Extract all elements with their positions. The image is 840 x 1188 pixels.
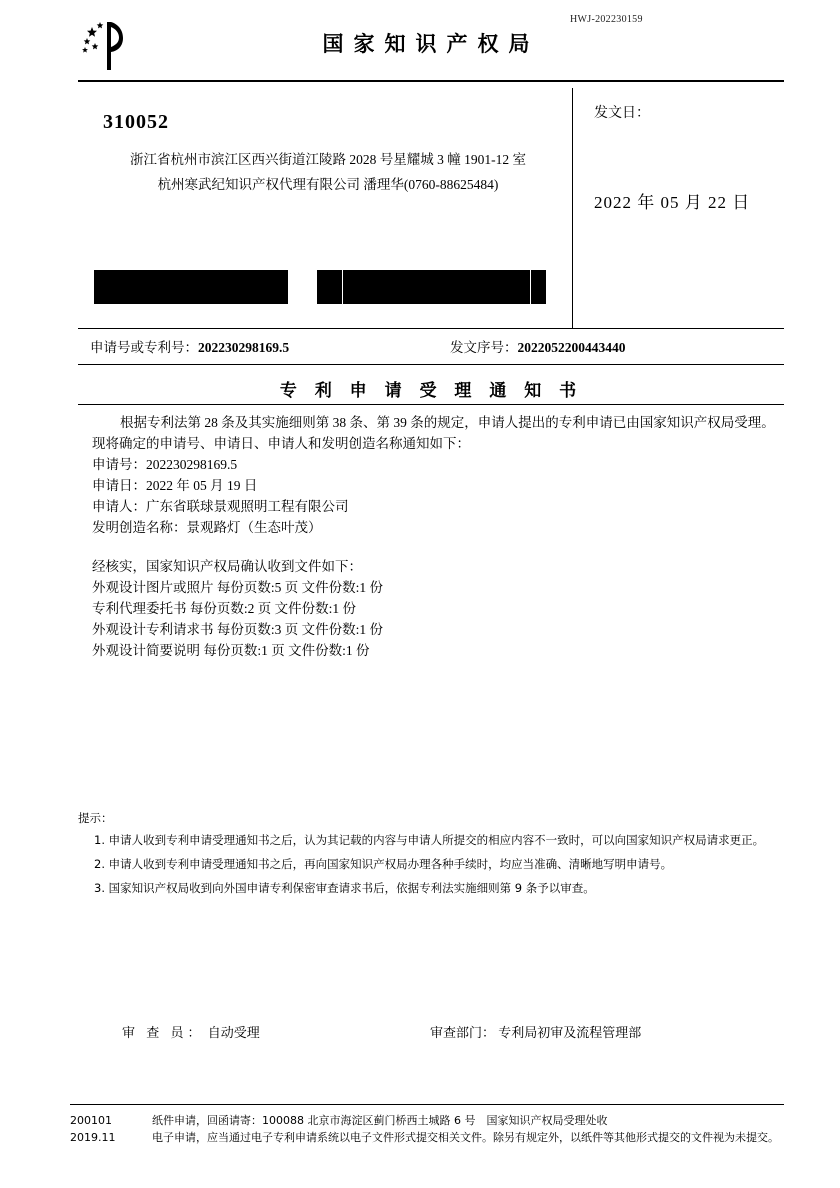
application-barcode [92, 270, 290, 304]
body-document-item: 专利代理委托书 每份页数:2 页 文件份数:1 份 [92, 601, 357, 616]
note-item: 3. 国家知识产权局收到向外国申请专利保密审查请求书后，依据专利法实施细则第 9 条予以审查。 [94, 881, 595, 895]
application-number-value: 202230298169.5 [198, 340, 290, 355]
document-code: HWJ-202230159 [570, 14, 643, 25]
footer-line-2: 电子申请，应当通过电子专利申请系统以电子文件形式提交相关文件。除另有规定外，以纸件等其他形式提交的文件视为未提交。 [152, 1131, 779, 1144]
title-divider [78, 404, 784, 405]
organization-title: 国家知识产权局 [322, 32, 540, 56]
department-value: 专利局初审及流程管理部 [498, 1025, 642, 1040]
body-invention-name: 发明创造名称：景观路灯（生态叶茂） [92, 520, 322, 535]
application-number-label: 申请号或专利号： [90, 340, 198, 355]
application-row [78, 336, 784, 362]
footer-codes [70, 1112, 140, 1146]
footer-text [152, 1112, 782, 1146]
dispatch-number-label: 发文序号： [450, 340, 518, 355]
body-content [92, 412, 782, 661]
address-line-2: 杭州寒武纪知识产权代理有限公司 潘理华(0760-88625484) [157, 177, 499, 192]
issue-date-value: 2022 年 05 月 22 日 [594, 193, 751, 212]
zipcode: 310052 [103, 111, 169, 133]
dispatch-number [450, 336, 626, 356]
body-document-item: 外观设计专利请求书 每份页数:3 页 文件份数:1 份 [92, 622, 384, 637]
body-applicant: 申请人：广东省联球景观照明工程有限公司 [92, 499, 349, 514]
notes-title: 提示： [78, 811, 113, 825]
footer-divider [70, 1104, 784, 1105]
body-confirm-intro: 经核实，国家知识产权局确认收到文件如下： [92, 559, 362, 574]
vertical-divider [572, 88, 573, 328]
footer-code-1: 200101 [70, 1114, 112, 1127]
note-item: 2. 申请人收到专利申请受理通知书之后，再向国家知识产权局办理各种手续时，均应当准确、清晰地写明申请号。 [94, 857, 673, 871]
body-application-date: 申请日：2022 年 05 月 19 日 [92, 478, 258, 493]
notes-section [78, 808, 784, 902]
issue-date-label: 发文日： [594, 106, 650, 121]
footer-line-1: 纸件申请，回函请寄：100088 北京市海淀区蓟门桥西土城路 6 号 国家知识产权局受理处收 [152, 1114, 608, 1127]
department-field [430, 1022, 641, 1041]
dispatch-number-value: 2022052200443440 [517, 340, 626, 355]
address-date-block [78, 88, 784, 328]
header-divider [78, 80, 784, 82]
department-label: 审查部门： [430, 1025, 496, 1040]
examiner-field [122, 1022, 260, 1041]
address-line-1: 浙江省杭州市滨江区西兴街道江陵路 2028 号星耀城 3 幢 1901-12 室 [130, 152, 526, 167]
body-paragraph-1: 根据专利法第 28 条及其实施细则第 38 条、第 39 条的规定，申请人提出的专利申请已由国家知识产权局受理。现将确定的申请号、申请日、申请人和发明创造名称通知如下： [92, 415, 775, 451]
footer-code-2: 2019.11 [70, 1131, 116, 1144]
page-title: 专 利 申 请 受 理 通 知 书 [279, 381, 583, 401]
application-row-divider-bottom [78, 364, 784, 365]
document-header [78, 18, 784, 74]
examiner-value: 自动受理 [207, 1025, 260, 1040]
body-application-number: 申请号：202230298169.5 [92, 457, 238, 472]
note-item: 1. 申请人收到专利申请受理通知书之后，认为其记载的内容与申请人所提交的相应内容不一致时，可以向国家知识产权局请求更正。 [94, 833, 765, 847]
application-number [90, 336, 289, 356]
body-document-item: 外观设计简要说明 每份页数:1 页 文件份数:1 份 [92, 643, 370, 658]
body-document-item: 外观设计图片或照片 每份页数:5 页 文件份数:1 份 [92, 580, 384, 595]
serial-barcode [316, 270, 546, 304]
examiner-label: 审 查 员： [122, 1025, 205, 1040]
application-row-divider-top [78, 328, 784, 329]
